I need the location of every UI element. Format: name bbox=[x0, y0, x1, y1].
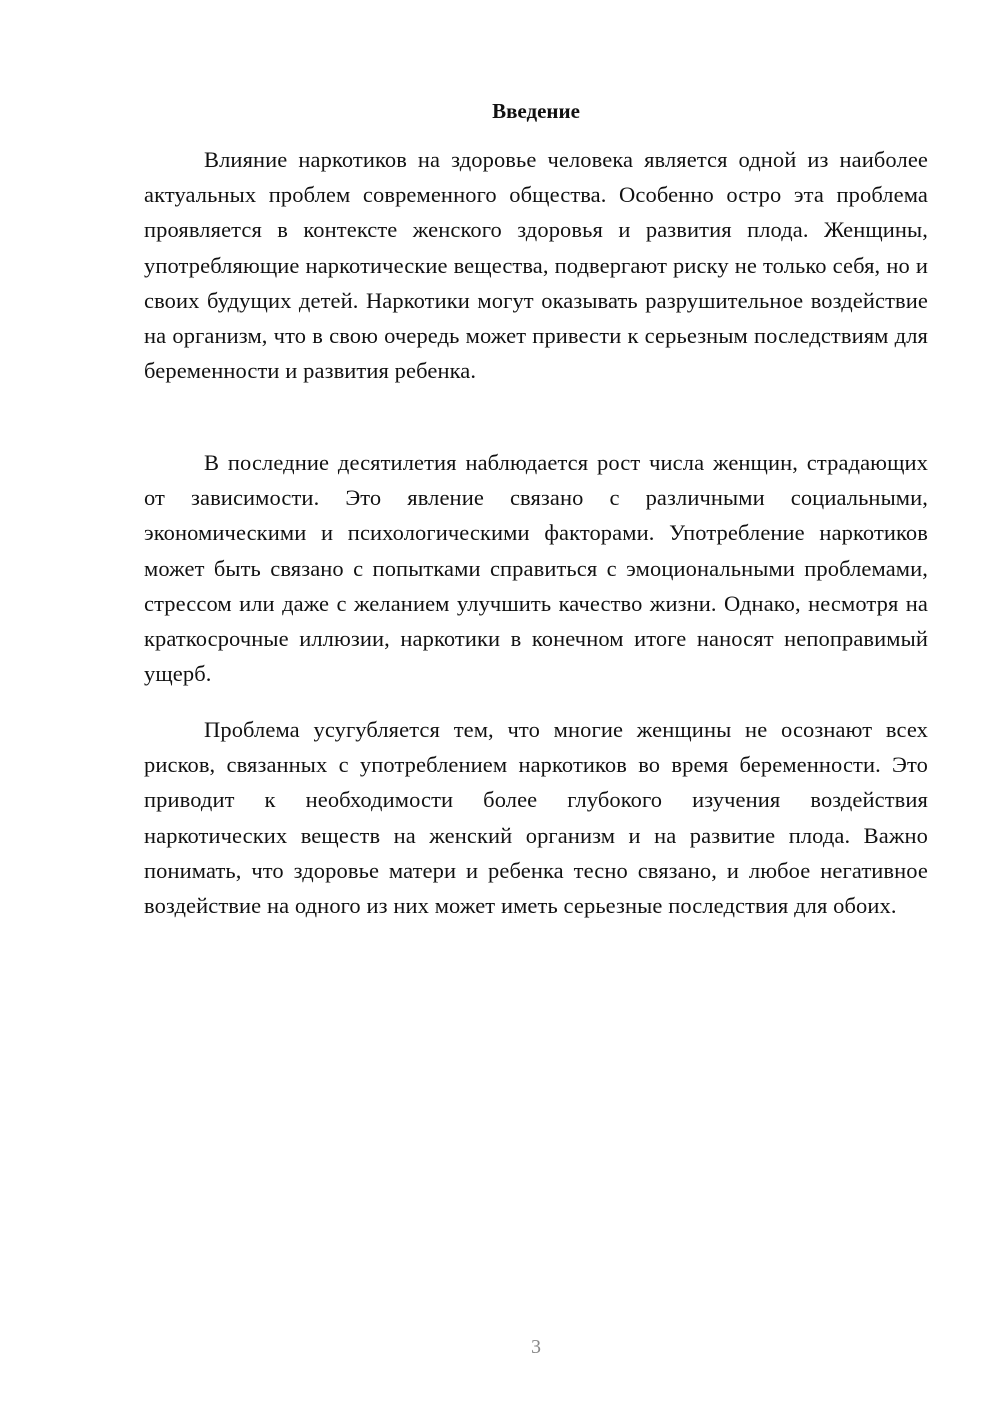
paragraph-3: Проблема усугубляется тем, что многие женщины не осознают всех рисков, связанных с употреблением наркотиков во время беременности. Это приводит к необходимости более глубокого изучения воздействия наркотических веществ на женский организм и на развитие плода. Важно понимать, что здоровье матери и ребенка тесно связано, и любое негативное воздействие на одного из них может иметь серьезные последствия для обоих. bbox=[144, 717, 928, 919]
page-number: 3 bbox=[531, 1336, 541, 1358]
paragraph-1: Влияние наркотиков на здоровье человека является одной из наиболее актуальных проблем современного общества. Особенно остро эта проблема проявляется в контексте женского здоровья и развития плода. Женщины, употребляющие наркотические вещества, подвергают риску не только себя, но и своих будущих детей. Наркотики могут оказывать разрушительное воздействие на организм, что в свою очередь может привести к серьезным последствиям для беременности и развития ребенка. bbox=[144, 147, 928, 384]
section-title: Введение bbox=[492, 99, 580, 123]
paragraph-2: В последние десятилетия наблюдается рост числа женщин, страдающих от зависимости. Это явление связано с различными социальными, экономическими и психологическими факторами. Употребление наркотиков может быть связано с попытками справиться с эмоциональными проблемами, стрессом или даже с желанием улучшить качество жизни. Однако, несмотря на краткосрочные иллюзии, наркотики в конечном итоге наносят непоправимый ущерб. bbox=[144, 450, 928, 687]
